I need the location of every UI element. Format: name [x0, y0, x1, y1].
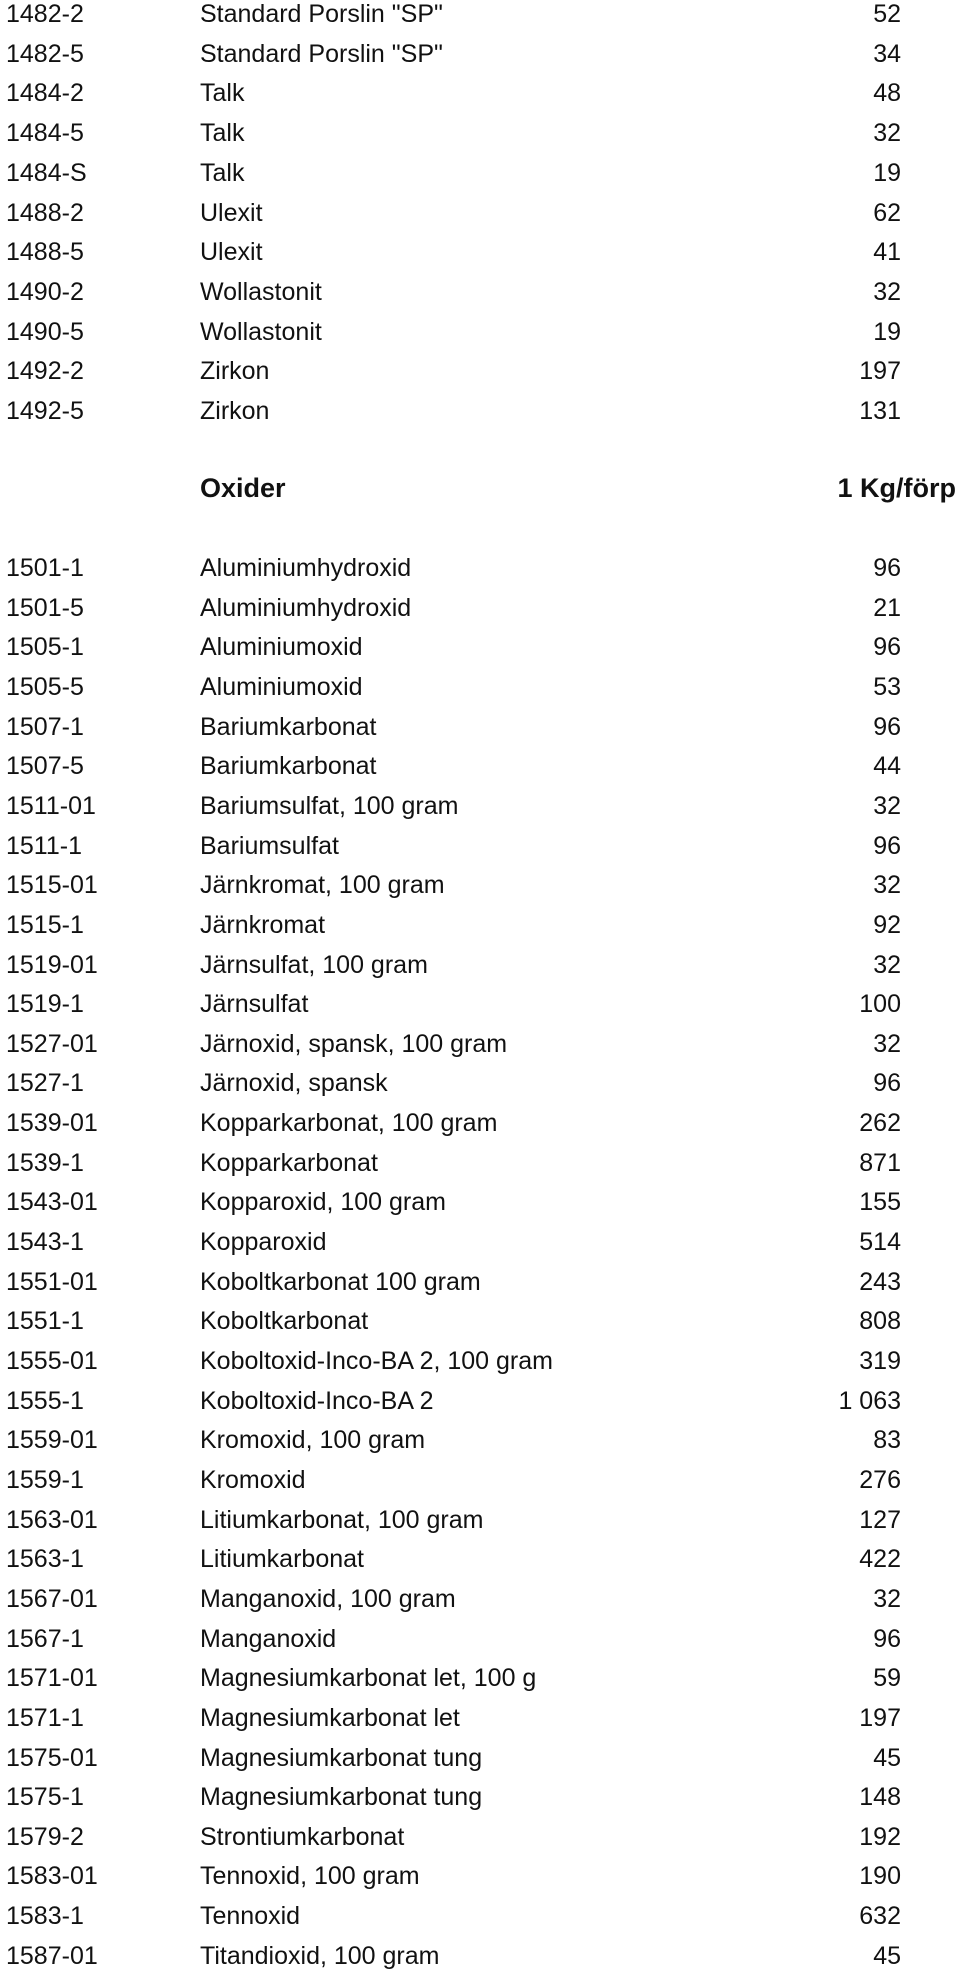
product-name: Bariumsulfat — [200, 831, 339, 860]
product-code: 1515-01 — [6, 871, 98, 900]
product-code: 1484-5 — [6, 119, 84, 148]
product-price: 32 — [873, 791, 901, 820]
product-code: 1505-1 — [6, 633, 84, 662]
table-row — [0, 1817, 960, 1857]
product-name: Aluminiumoxid — [200, 633, 363, 662]
product-price: 131 — [859, 397, 901, 425]
product-name: Aluminiumhydroxid — [200, 593, 412, 622]
table-row — [0, 1539, 960, 1579]
product-price: 276 — [859, 1465, 901, 1494]
product-name: Titandioxid, 100 gram — [200, 1941, 440, 1970]
product-price: 243 — [859, 1267, 901, 1296]
product-name: Tennoxid, 100 gram — [200, 1862, 420, 1891]
product-code: 1551-1 — [6, 1307, 84, 1336]
product-code: 1563-01 — [6, 1505, 98, 1534]
product-code: 1543-01 — [6, 1188, 98, 1217]
product-price: 32 — [873, 871, 901, 900]
product-price: 197 — [859, 357, 901, 386]
product-name: Ulexit — [200, 198, 263, 227]
product-name: Bariumkarbonat — [200, 752, 377, 781]
product-price: 53 — [873, 672, 901, 701]
table-row — [0, 153, 960, 193]
product-name: Magnesiumkarbonat let — [200, 1703, 460, 1732]
table-row — [0, 1777, 960, 1817]
product-code: 1567-01 — [6, 1584, 98, 1613]
product-name: Litiumkarbonat — [200, 1545, 364, 1574]
product-code: 1539-01 — [6, 1109, 98, 1138]
product-price: 127 — [859, 1505, 901, 1534]
product-price: 96 — [873, 831, 901, 860]
product-name: Standard Porslin "SP" — [200, 39, 443, 68]
table-row — [0, 1896, 960, 1936]
table-row — [0, 707, 960, 747]
product-price: 52 — [873, 0, 901, 28]
table-row — [0, 1698, 960, 1738]
product-price: 96 — [873, 554, 901, 582]
product-name: Manganoxid — [200, 1624, 337, 1653]
product-name: Kopparoxid, 100 gram — [200, 1188, 446, 1217]
table-row — [0, 826, 960, 866]
table-row — [0, 1738, 960, 1778]
product-name: Järnsulfat — [200, 990, 309, 1019]
product-code: 1527-1 — [6, 1069, 84, 1098]
product-name: Wollastonit — [200, 277, 322, 306]
table-row — [0, 351, 960, 391]
product-code: 1484-S — [6, 158, 87, 187]
product-price: 21 — [873, 593, 901, 622]
product-code: 1490-5 — [6, 317, 84, 346]
product-code: 1559-1 — [6, 1465, 84, 1494]
product-name: Järnoxid, spansk, 100 gram — [200, 1029, 508, 1058]
product-price: 1 063 — [838, 1386, 901, 1415]
product-name: Standard Porslin "SP" — [200, 0, 443, 28]
product-price: 19 — [873, 317, 901, 346]
table-row — [0, 1936, 960, 1976]
product-name: Järnoxid, spansk — [200, 1069, 388, 1098]
product-price: 19 — [873, 158, 901, 187]
product-name: Bariumsulfat, 100 gram — [200, 791, 459, 820]
product-price: 34 — [873, 39, 901, 68]
product-code: 1501-1 — [6, 554, 84, 582]
product-price: 632 — [859, 1902, 901, 1931]
product-price: 100 — [859, 990, 901, 1019]
product-code: 1507-5 — [6, 752, 84, 781]
product-code: 1515-1 — [6, 910, 84, 939]
product-price: 262 — [859, 1109, 901, 1138]
product-name: Aluminiumhydroxid — [200, 554, 412, 582]
table-row — [0, 1222, 960, 1262]
product-name: Ulexit — [200, 238, 263, 267]
product-code: 1501-5 — [6, 593, 84, 622]
product-price: 45 — [873, 1941, 901, 1970]
product-name: Koboltkarbonat 100 gram — [200, 1267, 481, 1296]
product-name: Talk — [200, 158, 245, 187]
product-price: 96 — [873, 1624, 901, 1653]
product-price: 41 — [873, 238, 901, 267]
product-code: 1519-01 — [6, 950, 98, 979]
product-name: Aluminiumoxid — [200, 672, 363, 701]
product-code: 1575-01 — [6, 1743, 98, 1772]
table-row — [0, 0, 960, 34]
table-row — [0, 1182, 960, 1222]
product-code: 1567-1 — [6, 1624, 84, 1653]
table-row — [0, 1143, 960, 1183]
table-row — [0, 1063, 960, 1103]
product-code: 1563-1 — [6, 1545, 84, 1574]
section-title: Oxider — [200, 473, 286, 503]
product-code: 1555-1 — [6, 1386, 84, 1415]
table-row — [0, 667, 960, 707]
product-code: 1527-01 — [6, 1029, 98, 1058]
table-row — [0, 1301, 960, 1341]
product-price: 32 — [873, 277, 901, 306]
product-code: 1539-1 — [6, 1148, 84, 1177]
product-code: 1482-5 — [6, 39, 84, 68]
product-price: 871 — [859, 1148, 901, 1177]
table-row — [0, 945, 960, 985]
table-row — [0, 1579, 960, 1619]
product-code: 1492-2 — [6, 357, 84, 386]
table-row — [0, 113, 960, 153]
product-code: 1488-5 — [6, 238, 84, 267]
product-price: 59 — [873, 1664, 901, 1693]
table-row — [0, 905, 960, 945]
table-row — [0, 193, 960, 233]
product-name: Magnesiumkarbonat tung — [200, 1743, 483, 1772]
product-code: 1511-1 — [6, 831, 82, 860]
table-row — [0, 1381, 960, 1421]
product-price: 96 — [873, 1069, 901, 1098]
product-price: 96 — [873, 633, 901, 662]
product-code: 1571-1 — [6, 1703, 84, 1732]
product-name: Bariumkarbonat — [200, 712, 377, 741]
table-row — [0, 34, 960, 74]
product-name: Järnsulfat, 100 gram — [200, 950, 428, 979]
product-price: 92 — [873, 910, 901, 939]
table-row — [0, 1460, 960, 1500]
table-row — [0, 312, 960, 352]
product-code: 1571-01 — [6, 1664, 98, 1693]
product-name: Koboltoxid-Inco-BA 2 — [200, 1386, 434, 1415]
product-price: 192 — [859, 1822, 901, 1851]
table-row — [0, 786, 960, 826]
product-name: Wollastonit — [200, 317, 322, 346]
product-price: 32 — [873, 950, 901, 979]
product-name: Manganoxid, 100 gram — [200, 1584, 456, 1613]
table-row — [0, 391, 960, 431]
table-row — [0, 1658, 960, 1698]
product-price: 96 — [873, 712, 901, 741]
product-price: 422 — [859, 1545, 901, 1574]
table-row — [0, 588, 960, 628]
product-price: 32 — [873, 1584, 901, 1613]
table-row — [0, 1420, 960, 1460]
table-row — [0, 1500, 960, 1540]
product-price: 155 — [859, 1188, 901, 1217]
product-price: 514 — [859, 1228, 901, 1257]
product-price: 83 — [873, 1426, 901, 1455]
table-row — [0, 548, 960, 588]
table-row — [0, 1341, 960, 1381]
table-row — [0, 1262, 960, 1302]
product-price: 48 — [873, 79, 901, 108]
product-price: 197 — [859, 1703, 901, 1732]
section-header-oxider — [0, 466, 960, 510]
product-name: Kromoxid, 100 gram — [200, 1426, 426, 1455]
table-row — [0, 746, 960, 786]
product-code: 1583-1 — [6, 1902, 84, 1931]
section-unit-label: 1 Kg/förp — [837, 473, 956, 503]
product-code: 1559-01 — [6, 1426, 98, 1455]
product-name: Järnkromat, 100 gram — [200, 871, 445, 900]
product-price: 319 — [859, 1347, 901, 1375]
table-row — [0, 1856, 960, 1896]
product-name: Koboltkarbonat — [200, 1307, 369, 1336]
product-name: Kopparkarbonat — [200, 1148, 378, 1177]
product-code: 1507-1 — [6, 712, 84, 741]
product-code: 1587-01 — [6, 1941, 98, 1970]
product-code: 1543-1 — [6, 1228, 84, 1257]
product-name: Zirkon — [200, 357, 270, 386]
product-name: Strontiumkarbonat — [200, 1822, 405, 1851]
product-code: 1488-2 — [6, 198, 84, 227]
product-price: 44 — [873, 752, 901, 781]
table-row — [0, 73, 960, 113]
product-name: Kopparoxid — [200, 1228, 327, 1257]
product-price: 62 — [873, 198, 901, 227]
product-price: 45 — [873, 1743, 901, 1772]
product-code: 1492-5 — [6, 397, 84, 425]
product-name: Talk — [200, 79, 245, 108]
product-price: 32 — [873, 1029, 901, 1058]
table-row — [0, 1024, 960, 1064]
product-code: 1583-01 — [6, 1862, 98, 1891]
product-name: Magnesiumkarbonat let, 100 g — [200, 1664, 537, 1693]
product-name: Järnkromat — [200, 910, 326, 939]
product-name: Kopparkarbonat, 100 gram — [200, 1109, 498, 1138]
table-row — [0, 272, 960, 312]
product-price: 808 — [859, 1307, 901, 1336]
product-price: 190 — [859, 1862, 901, 1891]
table-row — [0, 627, 960, 667]
table-row — [0, 1619, 960, 1659]
product-name: Magnesiumkarbonat tung — [200, 1783, 483, 1812]
product-price: 148 — [859, 1783, 901, 1812]
table-row — [0, 232, 960, 272]
product-code: 1579-2 — [6, 1822, 84, 1851]
product-code: 1490-2 — [6, 277, 84, 306]
product-name: Tennoxid — [200, 1902, 301, 1931]
product-code: 1484-2 — [6, 79, 84, 108]
product-name: Talk — [200, 119, 245, 148]
product-code: 1575-1 — [6, 1783, 84, 1812]
product-name: Zirkon — [200, 397, 270, 425]
product-price: 32 — [873, 119, 901, 148]
product-code: 1519-1 — [6, 990, 84, 1019]
product-code: 1505-5 — [6, 672, 84, 701]
table-row — [0, 984, 960, 1024]
product-name: Kromoxid — [200, 1465, 306, 1494]
product-name: Koboltoxid-Inco-BA 2, 100 gram — [200, 1347, 553, 1375]
product-code: 1511-01 — [6, 791, 96, 820]
product-code: 1482-2 — [6, 0, 84, 28]
table-row — [0, 1103, 960, 1143]
product-code: 1551-01 — [6, 1267, 98, 1296]
product-name: Litiumkarbonat, 100 gram — [200, 1505, 484, 1534]
product-code: 1555-01 — [6, 1347, 98, 1375]
table-row — [0, 865, 960, 905]
